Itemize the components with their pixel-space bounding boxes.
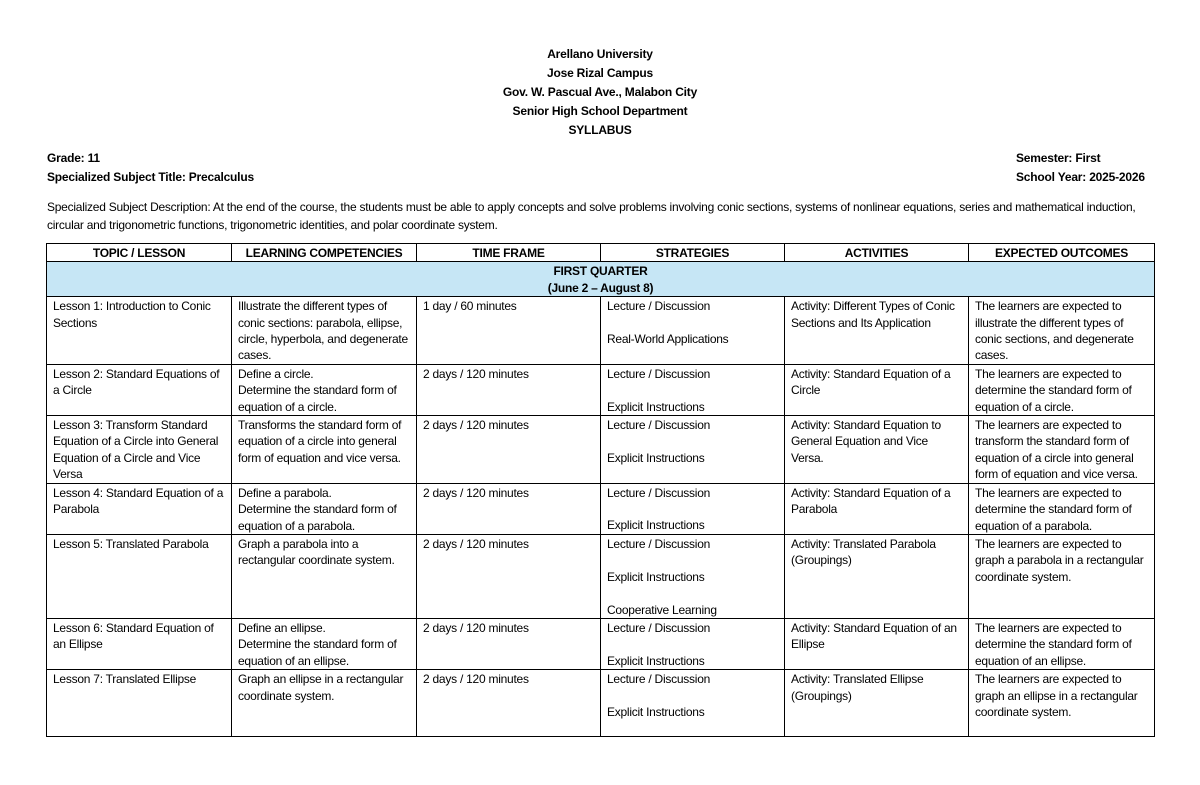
- outcome-cell: The learners are expected to determine the standard form of equation of a circle.: [969, 364, 1155, 415]
- competencies-cell: [232, 534, 417, 618]
- strategies-cell-line: Lecture / Discussion: [607, 672, 711, 687]
- topic-cell: Lesson 1: Introduction to Conic Sections: [47, 297, 232, 365]
- table-row: [47, 297, 1155, 365]
- campus-name: Jose Rizal Campus: [547, 66, 653, 80]
- topic-cell: Lesson 5: Translated Parabola: [47, 534, 232, 618]
- strategies-cell-line: Explicit Instructions: [607, 569, 705, 584]
- strategies-cell-line: Lecture / Discussion: [607, 418, 711, 433]
- meta-row-subject: [47, 168, 1147, 186]
- activity-cell: Activity: Standard Equation to General Equation and Vice Versa.: [785, 416, 969, 484]
- topic-cell: Lesson 6: Standard Equation of an Ellipse: [47, 618, 232, 669]
- strategies-cell-line: Real-World Applications: [607, 332, 729, 347]
- activity-cell: Activity: Translated Ellipse (Groupings): [785, 670, 969, 737]
- strategies-cell: [601, 483, 785, 534]
- strategies-cell: [601, 534, 785, 618]
- header-strategies: STRATEGIES: [601, 244, 785, 262]
- quarter-dates: (June 2 – August 8): [547, 280, 654, 295]
- outcome-cell: The learners are expected to graph an ellipse in a rectangular coordinate system.: [969, 670, 1155, 737]
- time-frame-cell: 2 days / 120 minutes: [417, 670, 601, 737]
- competencies-cell: [232, 297, 417, 365]
- competencies-cell-line: Determine the standard form of equation of an ellipse.: [238, 637, 397, 668]
- strategies-cell-line: Explicit Instructions: [607, 704, 705, 719]
- table-header-row: [47, 244, 1155, 262]
- topic-cell: Lesson 2: Standard Equations of a Circle: [47, 364, 232, 415]
- strategies-cell-line: Explicit Instructions: [607, 450, 705, 465]
- competencies-cell-line: Determine the standard form of equation of a parabola.: [238, 502, 397, 533]
- header-competencies: LEARNING COMPETENCIES: [232, 244, 417, 262]
- strategies-cell: [601, 670, 785, 737]
- quarter-row: [47, 262, 1155, 297]
- time-frame-cell: 2 days / 120 minutes: [417, 416, 601, 484]
- school-year-label: School Year: 2025-2026: [1016, 170, 1145, 184]
- quarter-title: FIRST QUARTER: [553, 264, 648, 279]
- competencies-cell-line: Define a circle.: [238, 366, 314, 381]
- competencies-cell-line: Transforms the standard form of equation of a circle into general form of equation and vice versa.: [238, 418, 402, 465]
- line-gap: [607, 636, 778, 652]
- grade-label: Grade: 11: [47, 151, 100, 165]
- subject-title-label: Specialized Subject Title: Precalculus: [47, 170, 254, 184]
- line-gap: [607, 315, 778, 331]
- time-frame-cell: 2 days / 120 minutes: [417, 364, 601, 415]
- line-gap: [607, 501, 778, 517]
- competencies-cell: [232, 483, 417, 534]
- header-outcomes: EXPECTED OUTCOMES: [969, 244, 1155, 262]
- outcome-cell: The learners are expected to determine the standard form of equation of an ellipse.: [969, 618, 1155, 669]
- competencies-cell-line: Illustrate the different types of conic sections: parabola, ellipse, circle, hyperbola, and degenerate cases.: [238, 299, 408, 363]
- line-gap: [607, 585, 778, 601]
- time-frame-cell: 2 days / 120 minutes: [417, 534, 601, 618]
- strategies-cell: [601, 618, 785, 669]
- department-name: Senior High School Department: [512, 104, 688, 118]
- strategies-cell: [601, 297, 785, 365]
- strategies-cell: [601, 364, 785, 415]
- activity-cell: Activity: Standard Equation of a Parabola: [785, 483, 969, 534]
- strategies-cell-line: Explicit Instructions: [607, 653, 705, 668]
- document-title: SYLLABUS: [568, 123, 632, 137]
- subject-description: Specialized Subject Description: At the end of the course, the students must be able to apply concepts and solve problems involving conic sections, systems of nonlinear equations, series and mathematical induction, circular and trigonometric functions, trigonometric identities, and polar coordinate system.: [47, 200, 1136, 232]
- strategies-cell-line: Lecture / Discussion: [607, 485, 711, 500]
- line-gap: [607, 382, 778, 398]
- competencies-cell: [232, 416, 417, 484]
- competencies-cell: [232, 364, 417, 415]
- line-gap: [607, 433, 778, 449]
- time-frame-cell: 2 days / 120 minutes: [417, 618, 601, 669]
- competencies-cell-line: Graph an ellipse in a rectangular coordinate system.: [238, 672, 404, 703]
- document-header: [0, 45, 1200, 140]
- header-time-frame: TIME FRAME: [417, 244, 601, 262]
- outcome-cell: The learners are expected to transform the standard form of equation of a circle into general form of equation and vice versa.: [969, 416, 1155, 484]
- line-gap: [607, 688, 778, 704]
- header-activities: ACTIVITIES: [785, 244, 969, 262]
- competencies-cell-line: Graph a parabola into a rectangular coordinate system.: [238, 536, 395, 568]
- outcome-cell: The learners are expected to determine the standard form of equation of a parabola.: [969, 483, 1155, 534]
- strategies-cell: [601, 416, 785, 484]
- activity-cell: Activity: Different Types of Conic Sections and Its Application: [785, 297, 969, 365]
- strategies-cell-line: Lecture / Discussion: [607, 299, 711, 314]
- quarter-cell: [47, 262, 1155, 297]
- time-frame-cell: 2 days / 120 minutes: [417, 483, 601, 534]
- table-row: [47, 483, 1155, 534]
- line-gap: [607, 552, 778, 568]
- table-row: [47, 364, 1155, 415]
- activity-cell: Activity: Standard Equation of a Circle: [785, 364, 969, 415]
- strategies-cell-line: Lecture / Discussion: [607, 366, 711, 381]
- syllabus-table: [46, 243, 1155, 737]
- competencies-cell-line: Define an ellipse.: [238, 620, 326, 635]
- table-row: [47, 416, 1155, 484]
- topic-cell: Lesson 3: Transform Standard Equation of a Circle into General Equation of a Circle and Vice Versa: [47, 416, 232, 484]
- strategies-cell-line: Cooperative Learning: [607, 602, 717, 617]
- strategies-cell-line: Explicit Instructions: [607, 399, 705, 414]
- strategies-cell-line: Explicit Instructions: [607, 518, 705, 533]
- semester-label: Semester: First: [1016, 151, 1101, 165]
- topic-cell: Lesson 7: Translated Ellipse: [47, 670, 232, 737]
- topic-cell: Lesson 4: Standard Equation of a Parabola: [47, 483, 232, 534]
- strategies-cell-line: Lecture / Discussion: [607, 620, 711, 635]
- campus-address: Gov. W. Pascual Ave., Malabon City: [502, 85, 698, 99]
- outcome-cell: The learners are expected to illustrate the different types of conic sections, and degenerate cases.: [969, 297, 1155, 365]
- competencies-cell: [232, 618, 417, 669]
- competencies-cell-line: Determine the standard form of equation of a circle.: [238, 383, 397, 414]
- strategies-cell-line: Lecture / Discussion: [607, 536, 711, 551]
- time-frame-cell: 1 day / 60 minutes: [417, 297, 601, 365]
- table-row: [47, 618, 1155, 669]
- outcome-cell: The learners are expected to graph a parabola in a rectangular coordinate system.: [969, 534, 1155, 618]
- competencies-cell-line: Define a parabola.: [238, 485, 332, 500]
- table-row: [47, 534, 1155, 618]
- activity-cell: Activity: Translated Parabola (Groupings): [785, 534, 969, 618]
- meta-row-grade: [47, 149, 1147, 167]
- table-row: [47, 670, 1155, 737]
- header-topic: TOPIC / LESSON: [47, 244, 232, 262]
- university-name: Arellano University: [547, 47, 653, 61]
- competencies-cell: [232, 670, 417, 737]
- activity-cell: Activity: Standard Equation of an Ellipse: [785, 618, 969, 669]
